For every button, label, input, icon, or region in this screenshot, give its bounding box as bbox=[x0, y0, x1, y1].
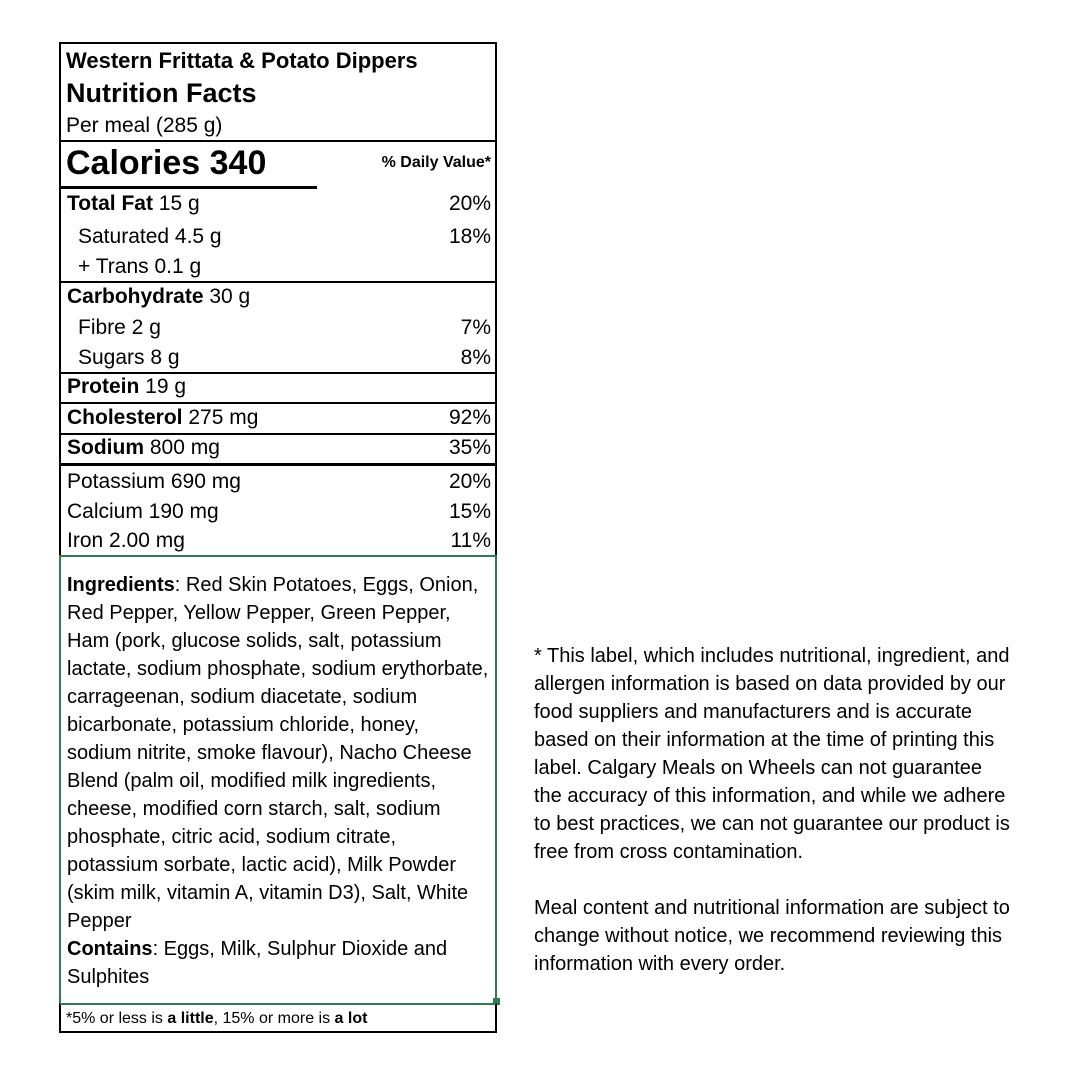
nutrient-name: Protein bbox=[67, 375, 140, 398]
nutrient-dv: 11% bbox=[450, 529, 491, 552]
disclaimer-text: * This label, which includes nutritional, ingredient, and allergen information is based on data provided by our food suppliers and manufacturers and is accurate based on their information at the time of printing this label. Calgary Meals on Wheels can not guarantee the accuracy of this information, and while we adhere to best practices, we can not guarantee our product is free from cross contamination. bbox=[534, 645, 1010, 863]
nutrient-name: + Trans 0.1 g bbox=[78, 255, 202, 278]
footnote-lot: a lot bbox=[334, 1010, 368, 1027]
nutrient-name: Iron 2.00 mg bbox=[67, 529, 185, 552]
nutrient-amount: 275 mg bbox=[182, 406, 259, 429]
serving-size: Per meal (285 g) bbox=[66, 114, 223, 137]
nutrition-facts-heading: Nutrition Facts bbox=[66, 78, 257, 108]
nutrient-row-saturated bbox=[59, 223, 497, 253]
daily-value-header: % Daily Value* bbox=[381, 154, 491, 171]
nutrient-amount: 800 mg bbox=[144, 436, 220, 459]
nutrient-amount: 15 g bbox=[152, 192, 200, 215]
ingredients-label: Ingredients bbox=[67, 574, 175, 596]
nutrition-label bbox=[59, 42, 497, 1032]
daily-value-footnote bbox=[59, 1003, 497, 1033]
nutrient-dv: 18% bbox=[448, 225, 491, 248]
contains-label: Contains bbox=[67, 938, 153, 960]
nutrient-row-iron bbox=[59, 527, 497, 557]
divider-thick bbox=[59, 463, 497, 466]
nutrient-row-trans bbox=[59, 253, 497, 283]
nutrient-name: Fibre 2 g bbox=[78, 316, 161, 339]
nutrient-dv: 92% bbox=[448, 406, 491, 429]
disclaimer-notes bbox=[534, 642, 1014, 1006]
nutrient-name: Potassium 690 mg bbox=[67, 470, 241, 493]
nutrient-dv: 20% bbox=[448, 192, 491, 215]
nutrient-row-sodium bbox=[59, 434, 497, 464]
divider bbox=[59, 140, 497, 142]
change-notice-text: Meal content and nutritional information are subject to change without notice, we recommend reviewing this information with every order. bbox=[534, 897, 1010, 975]
product-name: Western Frittata & Potato Dippers bbox=[66, 48, 418, 73]
footnote-middle: , 15% or more is bbox=[213, 1010, 335, 1027]
calories: Calories 340 bbox=[66, 144, 267, 182]
nutrient-dv: 7% bbox=[460, 316, 491, 339]
nutrient-name: Sodium bbox=[67, 436, 144, 459]
nutrient-dv: 15% bbox=[448, 500, 491, 523]
nutrient-row-total-fat bbox=[59, 190, 497, 220]
calories-underline bbox=[59, 186, 317, 189]
nutrient-row-carbohydrate bbox=[59, 283, 497, 313]
ingredients-text: : Red Skin Potatoes, Eggs, Onion, Red Pepper, Yellow Pepper, Green Pepper, Ham (pork, glucose solids, salt, potassium lactate, sodium phosphate, sodium erythorbate, carrageenan, sodium diacetate, sodium bicarbonate, potassium chloride, honey, sodium nitrite, smoke flavour), Nacho Cheese Blend (palm oil, modified milk ingredients, cheese, modified corn starch, salt, sodium phosphate, citric acid, sodium citrate, potassium sorbate, lactic acid), Milk Powder (skim milk, vitamin A, vitamin D3), Salt, White Pepper bbox=[67, 574, 489, 932]
nutrient-row-cholesterol bbox=[59, 404, 497, 434]
contains-text: : Eggs, Milk, Sulphur Dioxide and Sulphites bbox=[67, 938, 448, 988]
nutrient-dv: 35% bbox=[448, 436, 491, 459]
nutrient-row-calcium bbox=[59, 498, 497, 528]
footnote-little: a little bbox=[167, 1010, 214, 1027]
nutrient-dv: 20% bbox=[448, 470, 491, 493]
nutrient-name: Cholesterol bbox=[67, 406, 183, 429]
nutrient-row-potassium bbox=[59, 468, 497, 498]
nutrient-amount: 30 g bbox=[203, 285, 251, 308]
nutrient-row-fibre bbox=[59, 314, 497, 344]
nutrient-row-protein bbox=[59, 373, 497, 403]
nutrient-row-sugars bbox=[59, 344, 497, 374]
nutrient-name: Sugars 8 g bbox=[78, 346, 180, 369]
ingredients-panel bbox=[59, 555, 497, 1005]
nutrient-name: Carbohydrate bbox=[67, 285, 204, 308]
footnote-prefix: *5% or less is bbox=[66, 1010, 168, 1027]
nutrient-dv: 8% bbox=[460, 346, 491, 369]
nutrient-amount: 19 g bbox=[139, 375, 187, 398]
nutrient-name: Calcium 190 mg bbox=[67, 500, 219, 523]
nutrient-name: Total Fat bbox=[67, 192, 153, 215]
nutrient-name: Saturated 4.5 g bbox=[78, 225, 222, 248]
